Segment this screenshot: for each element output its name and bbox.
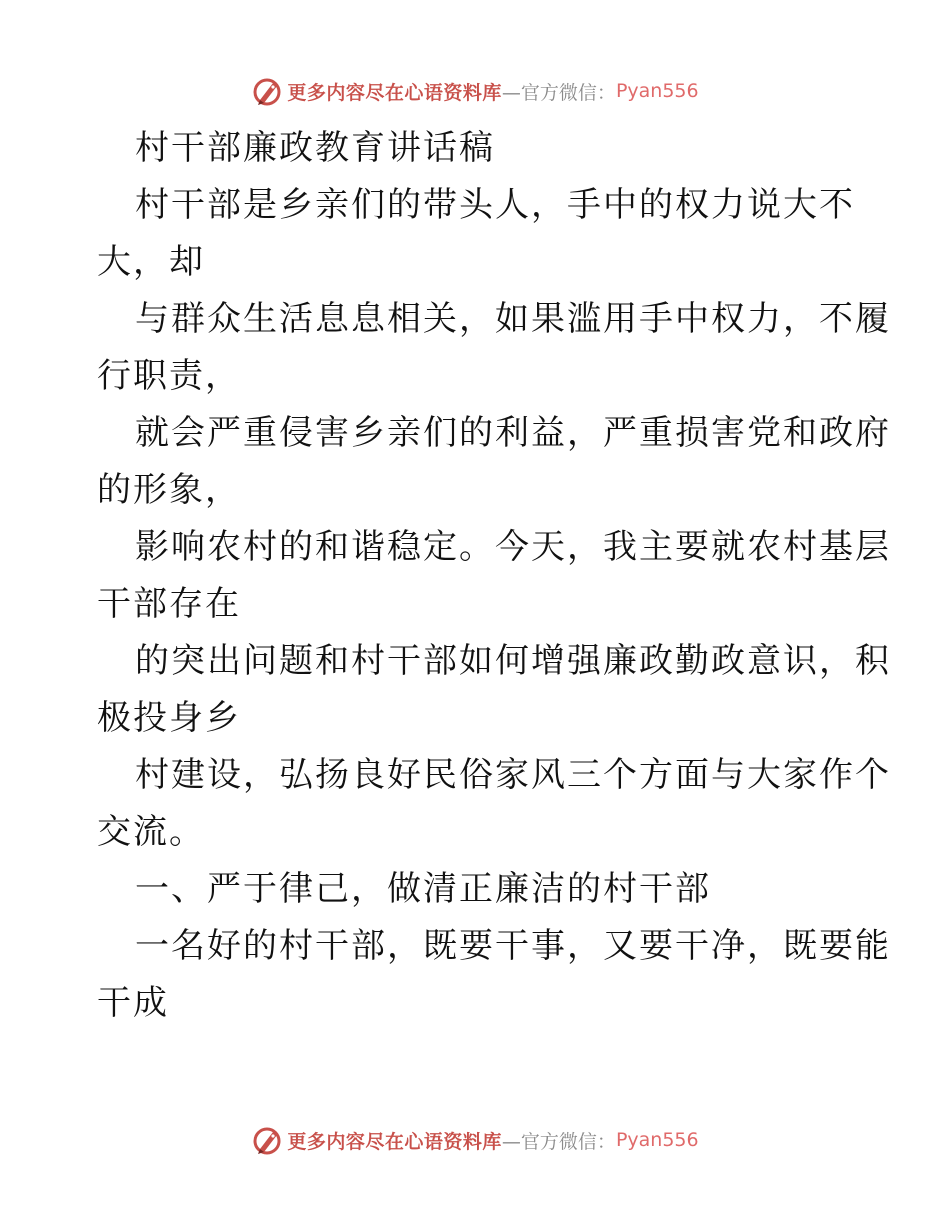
text-line: 干部存在 bbox=[97, 584, 241, 624]
document-body bbox=[97, 120, 891, 1032]
pen-logo-icon bbox=[251, 75, 283, 107]
text-line: 就会严重侵害乡亲们的利益，严重损害党和政府 bbox=[135, 413, 891, 453]
text-line: 行职责， bbox=[97, 356, 241, 396]
footer-banner bbox=[0, 1120, 950, 1160]
text-line: 大，却 bbox=[97, 242, 205, 282]
banner-wechat-id: Pyan556 bbox=[615, 80, 699, 102]
text-line: 与群众生活息息相关，如果滥用手中权力，不履 bbox=[135, 299, 891, 339]
text-line: 的突出问题和村干部如何增强廉政勤政意识，积 bbox=[135, 641, 891, 681]
text-line: 干成 bbox=[97, 983, 169, 1023]
text-line: 一名好的村干部，既要干事，又要干净，既要能 bbox=[135, 926, 891, 966]
text-line: 村建设，弘扬良好民俗家风三个方面与大家作个 bbox=[135, 755, 891, 795]
banner-site-name: 更多内容尽在心语资料库 bbox=[287, 1130, 502, 1153]
banner-wechat-label: —官方微信： bbox=[501, 81, 616, 104]
text-line: 极投身乡 bbox=[97, 698, 241, 738]
text-line: 交流。 bbox=[97, 812, 205, 852]
banner-wechat-label: —官方微信： bbox=[501, 1130, 616, 1153]
text-line: 一、严于律己，做清正廉洁的村干部 bbox=[135, 869, 711, 909]
text-line: 村干部是乡亲们的带头人，手中的权力说大不 bbox=[135, 185, 855, 225]
pen-logo-icon bbox=[251, 1124, 283, 1156]
text-line: 影响农村的和谐稳定。今天，我主要就农村基层 bbox=[135, 527, 891, 567]
banner-site-name: 更多内容尽在心语资料库 bbox=[287, 81, 502, 104]
text-line: 的形象， bbox=[97, 470, 241, 510]
text-line: 村干部廉政教育讲话稿 bbox=[135, 128, 495, 168]
banner-wechat-id: Pyan556 bbox=[615, 1129, 699, 1151]
header-banner bbox=[0, 71, 950, 111]
